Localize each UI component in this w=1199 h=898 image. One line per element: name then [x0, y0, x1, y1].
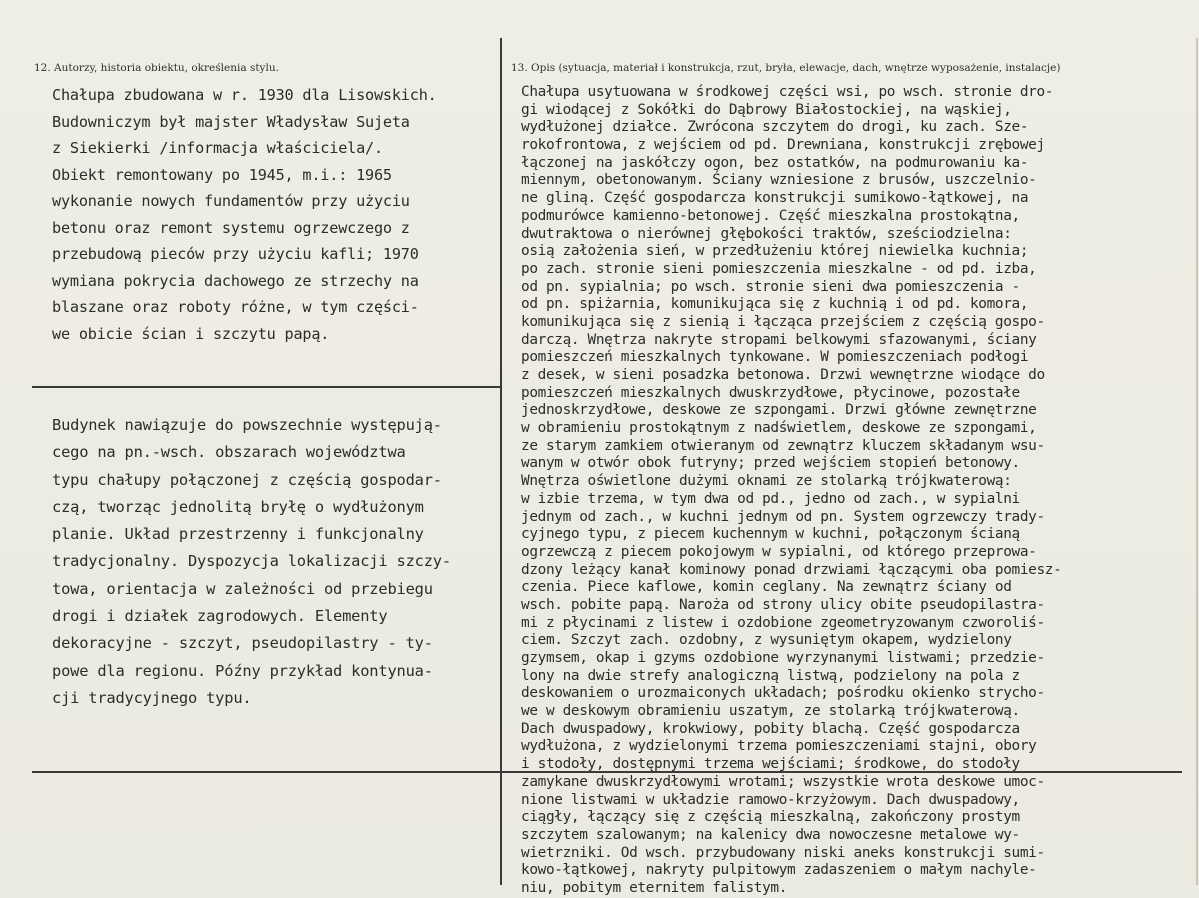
text-line: jednym od zach., w kuchni jednym od pn. System ogrzewczy trady-	[521, 508, 1045, 525]
text-line: w obramieniu prostokątnym z nadświetlem, deskowe ze szpongami,	[521, 420, 1037, 437]
text-line: i stodoły, dostępnymi trzema wejściami; środkowe, do stodoły	[521, 756, 1020, 773]
left-section-divider	[32, 386, 502, 388]
text-line: planie. Układ przestrzenny i funkcjonalny	[52, 525, 424, 544]
text-line: po zach. stronie sieni pomieszczenia mieszkalne - od pd. izba,	[521, 260, 1037, 277]
text-line: z Siekierki /informacja właściciela/.	[52, 139, 383, 157]
text-line: czenia. Piece kaflowe, komin ceglany. Na zewnątrz ściany od	[521, 579, 1012, 596]
text-line: miennym, obetonowanym. Ściany wzniesione z brusów, uszczelnio-	[521, 172, 1037, 189]
text-line: betonu oraz remont systemu ogrzewczego z	[52, 218, 410, 237]
text-line: rokofrontowa, z wejściem od pd. Drewniana, konstrukcji zrębowej	[521, 137, 1045, 154]
text-line: czą, tworząc jednolitą bryłę o wydłużonym	[52, 497, 424, 516]
text-line: ogrzewczą z piecem pokojowym w sypialni, od którego przeprowa-	[521, 543, 1037, 560]
text-line: w izbie trzema, w tym dwa od pd., jedno od zach., w sypialni	[521, 490, 1020, 507]
right-edge-line	[1196, 38, 1198, 885]
text-line: osią założenia sień, w przedłużeniu której niewielka kuchnia;	[521, 243, 1029, 260]
text-line: cego na pn.-wsch. obszarach województwa	[52, 443, 406, 462]
text-line: z desek, w sieni posadzka betonowa. Drzwi wewnętrzne wiodące do	[521, 367, 1045, 383]
text-line: wydłużona, z wydzielonymi trzema pomieszczeniami stajni, obory	[521, 738, 1037, 755]
style-paragraph	[52, 412, 502, 712]
text-line: jednoskrzydłowe, deskowe ze szpongami. Drzwi główne zewnętrzne	[521, 402, 1037, 419]
text-line: mi z płycinami z listew i ozdobione zgeometryzowanym czworoliś-	[521, 614, 1045, 631]
text-line: tradycjonalny. Dyspozycja lokalizacji szczy-	[52, 552, 451, 571]
section-12-heading: 12. Autorzy, historia obiektu, określenia stylu.	[34, 62, 279, 74]
text-line: wykonanie nowych fundamentów przy użyciu	[52, 192, 410, 210]
text-line: Chałupa zbudowana w r. 1930 dla Lisowskich.	[52, 86, 437, 104]
text-line: we w deskowym obramieniu uszatym, ze stolarką trójkwaterową.	[521, 703, 1020, 720]
text-line: ciągły, łączący się z częścią mieszkalną, zakończony prostym	[521, 809, 1020, 826]
text-line: niu, pobitym eternitem falistym.	[521, 879, 788, 896]
text-line: pomieszczeń mieszkalnych tynkowane. W pomieszczeniach podłogi	[521, 349, 1029, 366]
section-13-heading: 13. Opis (sytuacja, materiał i konstrukcja, rzut, bryła, elewacje, dach, wnętrze wyposażenie, instalacje)	[511, 62, 1061, 74]
text-line: wymiana pokrycia dachowego ze strzechy na	[52, 271, 419, 290]
text-line: ze starym zamkiem otwieranym od zewnątrz kluczem składanym wsu-	[521, 437, 1045, 454]
text-line: gzymsem, okap i gzyms ozdobione wyrzynanymi listwami; przedzie-	[521, 650, 1045, 666]
text-line: ciem. Szczyt zach. ozdobny, z wysuniętym okapem, wydzielony	[521, 632, 1012, 649]
text-line: szczytem szalowanym; na kalenicy dwa nowoczesne metalowe wy-	[521, 826, 1020, 843]
text-line: wsch. pobite papą. Naroża od strony ulicy obite pseudopilastra-	[521, 596, 1045, 613]
history-paragraph	[52, 82, 502, 347]
text-line: gi wiodącej z Sokółki do Dąbrowy Białostockiej, na wąskiej,	[521, 101, 1012, 118]
text-line: nione listwami w układzie ramowo-krzyżowym. Dach dwuspadowy,	[521, 791, 1020, 808]
text-line: komunikująca się z sienią i łącząca przejściem z częścią gospo-	[521, 313, 1045, 330]
text-line: od pn. sypialnia; po wsch. stronie sieni dwa pomieszczenia -	[521, 278, 1020, 295]
text-line: typu chałupy połączonej z częścią gospodar-	[52, 470, 442, 489]
text-line: darczą. Wnętrza nakryte stropami belkowymi sfazowanymi, ściany	[521, 331, 1037, 348]
text-line: lony na dwie strefy analogiczną listwą, podzielony na pola z	[521, 667, 1020, 684]
text-line: Dach dwuspadowy, krokwiowy, pobity blachą. Część gospodarcza	[521, 720, 1020, 737]
text-line: Budynek nawiązuje do powszechnie występują-	[52, 416, 442, 434]
text-line: wietrzniki. Od wsch. przybudowany niski aneks konstrukcji sumi-	[521, 844, 1045, 861]
text-line: pomieszczeń mieszkalnych dwuskrzydłowe, płycinowe, pozostałe	[521, 384, 1020, 401]
text-line: Chałupa usytuowana w środkowej części wsi, po wsch. stronie dro-	[521, 84, 1054, 100]
text-line: Wnętrza oświetlone dużymi oknami ze stolarką trójkwaterową:	[521, 473, 1012, 490]
text-line: Budowniczym był majster Władysław Sujeta	[52, 112, 410, 131]
text-line: dzony leżący kanał kominowy ponad drzwiami łączącymi oba pomiesz-	[521, 561, 1062, 578]
text-line: od pn. spiżarnia, komunikująca się z kuchnią i od pd. komora,	[521, 296, 1029, 313]
text-line: dwutraktowa o nierównej głębokości traktów, sześciodzielna:	[521, 225, 1012, 242]
text-line: przebudową pieców przy użyciu kafli; 1970	[52, 245, 419, 263]
text-line: powe dla regionu. Późny przykład kontynua-	[52, 661, 433, 680]
text-line: wanym w otwór obok futryny; przed wejściem stopień betonowy.	[521, 455, 1020, 472]
text-line: dekoracyjne - szczyt, pseudopilastry - ty-	[52, 634, 433, 653]
text-line: towa, orientacja w zależności od przebiegu	[52, 579, 433, 598]
text-line: podmurówce kamienno-betonowej. Część mieszkalna prostokątna,	[521, 207, 1020, 224]
text-line: łączonej na jaskółczy ogon, bez ostatków, na podmurowaniu ka-	[521, 154, 1029, 171]
text-line: ne gliną. Część gospodarcza konstrukcji sumikowo-łątkowej, na	[521, 190, 1029, 207]
text-line: we obicie ścian i szczytu papą.	[52, 324, 330, 343]
text-line: wydłużonej działce. Zwrócona szczytem do drogi, ku zach. Sze-	[521, 119, 1029, 136]
text-line: kowo-łątkowej, nakryty pulpitowym zadaszeniem o małym nachyle-	[521, 862, 1037, 879]
text-line: Obiekt remontowany po 1945, m.i.: 1965	[52, 165, 392, 184]
text-line: zamykane dwuskrzydłowymi wrotami; wszystkie wrota deskowe umoc-	[521, 773, 1045, 790]
text-line: deskowaniem o urozmaiconych układach; pośrodku okienko strycho-	[521, 685, 1045, 702]
text-line: blaszane oraz roboty różne, w tym części-	[52, 298, 419, 316]
text-line: cji tradycyjnego typu.	[52, 688, 252, 707]
text-line: drogi i działek zagrodowych. Elementy	[52, 607, 388, 626]
description-paragraph	[521, 84, 1196, 898]
text-line: cyjnego typu, z piecem kuchennym w kuchni, połączonym ścianą	[521, 526, 1020, 543]
